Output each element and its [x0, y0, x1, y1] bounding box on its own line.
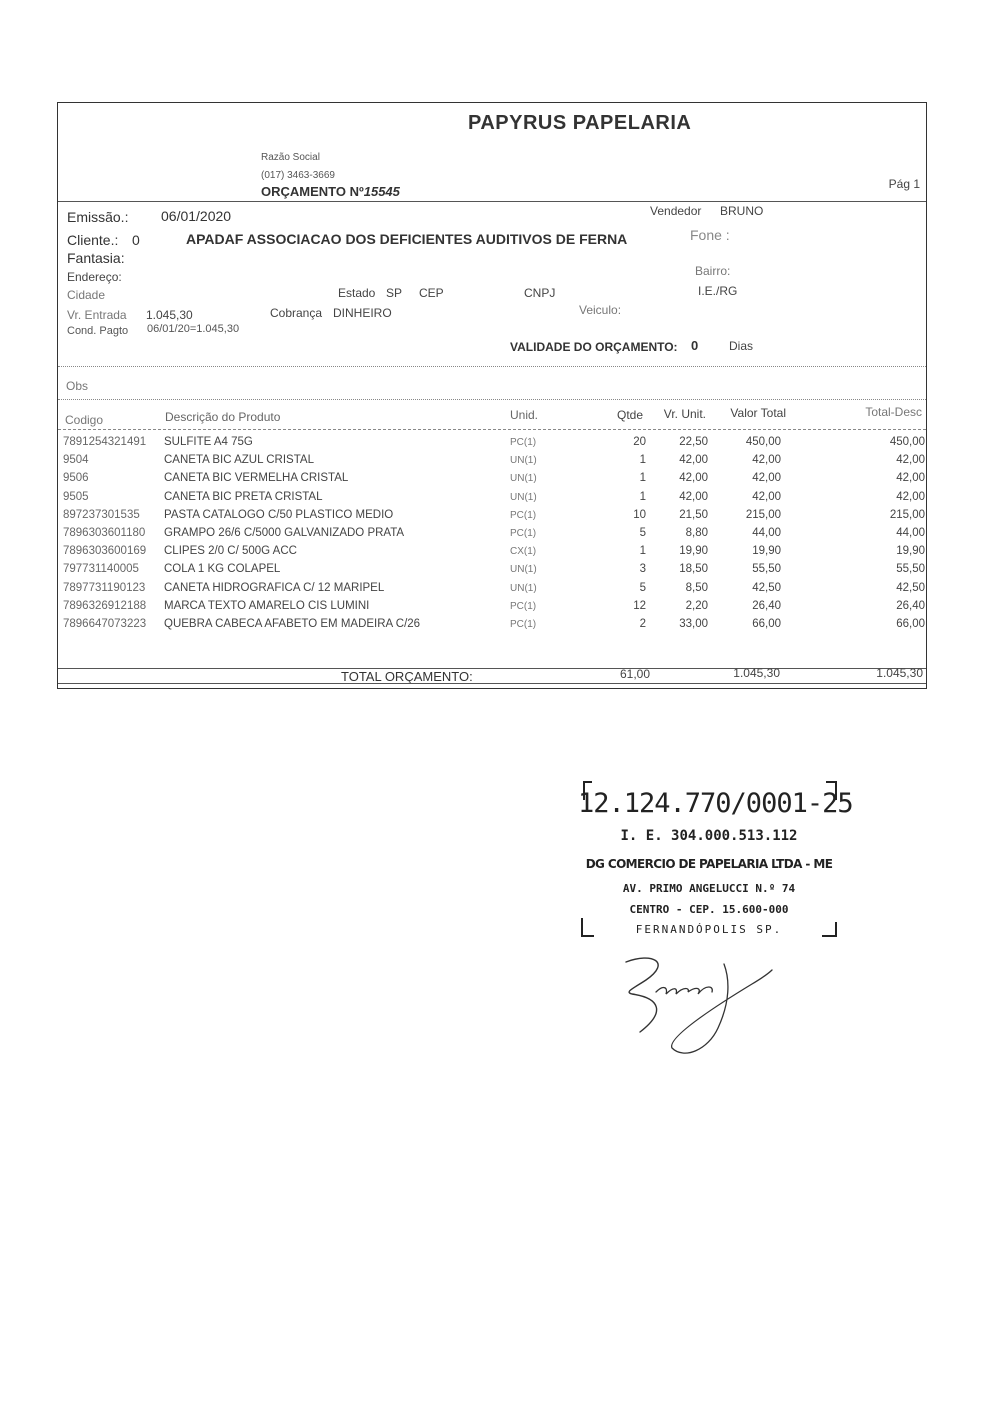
item-unit: UN(1)	[510, 491, 537, 503]
estado-value: SP	[386, 286, 403, 300]
veiculo-label: Veiculo:	[579, 303, 622, 317]
item-unit-price: 33,00	[679, 618, 708, 630]
company-stamp	[578, 778, 853, 940]
phone-number: (017) 3463-3669	[261, 170, 335, 181]
orcamento-number: 15545	[363, 184, 400, 199]
table-row	[58, 454, 928, 472]
item-description: COLA 1 KG COLAPEL	[164, 563, 281, 576]
vendedor-name: BRUNO	[720, 204, 764, 218]
stamp-address: AV. PRIMO ANGELUCCI N.º 74	[622, 882, 796, 895]
col-header-descricao: Descrição do Produto	[165, 410, 281, 424]
stamp-city: FERNANDÓPOLIS SP.	[635, 923, 783, 936]
divider	[58, 668, 926, 669]
item-total: 42,50	[752, 581, 781, 594]
item-unit-price: 2,20	[685, 599, 708, 612]
stamp-company: DG COMERCIO DE PAPELARIA LTDA - ME	[585, 857, 833, 871]
item-qty: 5	[639, 527, 646, 539]
item-total: 450,00	[745, 436, 781, 448]
vendedor-label: Vendedor	[650, 204, 702, 218]
item-total-desc: 215,00	[889, 508, 925, 521]
item-code: 897237301535	[63, 508, 140, 521]
item-unit: UN(1)	[510, 455, 537, 467]
razao-social-label: Razão Social	[261, 152, 320, 163]
item-description: CANETA BIC PRETA CRISTAL	[164, 490, 323, 503]
item-code: 7891254321491	[63, 436, 147, 448]
item-total: 215,00	[745, 508, 781, 521]
item-total: 42,00	[752, 490, 781, 503]
divider	[58, 399, 926, 400]
cliente-name: APADAF ASSOCIACAO DOS DEFICIENTES AUDITIVOS DE FERNA	[186, 231, 628, 247]
obs-label: Obs	[66, 379, 89, 393]
orcamento-document	[57, 102, 927, 689]
item-total: 66,00	[752, 618, 781, 630]
item-unit: UN(1)	[510, 564, 537, 576]
stamp-ie: I. E. 304.000.513.112	[620, 828, 798, 844]
ie-rg-label: I.E./RG	[698, 284, 738, 298]
table-row	[58, 545, 928, 563]
item-description: GRAMPO 26/6 C/5000 GALVANIZADO PRATA	[164, 527, 405, 539]
item-unit: CX(1)	[510, 546, 537, 558]
item-total-desc: 450,00	[889, 436, 925, 448]
item-unit-price: 42,00	[679, 454, 708, 467]
total-valor: 1.045,30	[733, 666, 780, 680]
item-unit-price: 42,00	[679, 490, 708, 503]
total-orcamento-label: TOTAL ORÇAMENTO:	[341, 669, 473, 684]
divider	[58, 429, 926, 430]
item-total-desc: 26,40	[896, 599, 925, 612]
signature	[612, 948, 782, 1073]
item-total-desc: 44,00	[896, 527, 925, 539]
item-unit: UN(1)	[510, 582, 537, 594]
cobranca-label: Cobrança	[270, 306, 323, 320]
col-header-total-desc: Total-Desc	[865, 405, 922, 419]
item-code: 7897731190123	[63, 581, 146, 594]
cnpj-label: CNPJ	[524, 286, 556, 300]
dias-label: Dias	[729, 339, 754, 353]
item-description: SULFITE A4 75G	[164, 436, 253, 448]
item-total-desc: 42,00	[896, 472, 925, 485]
cep-label: CEP	[419, 286, 444, 300]
item-total-desc: 55,50	[896, 563, 925, 576]
item-unit-price: 18,50	[679, 563, 708, 576]
item-unit-price: 21,50	[679, 508, 708, 521]
item-qty: 10	[633, 508, 646, 521]
item-description: CLIPES 2/0 C/ 500G ACC	[164, 545, 297, 558]
item-total: 55,50	[752, 563, 781, 576]
item-qty: 1	[639, 472, 646, 485]
cond-pagto-value: 06/01/20=1.045,30	[147, 323, 240, 335]
item-unit: PC(1)	[510, 600, 537, 612]
bairro-label: Bairro:	[695, 264, 731, 278]
page-number: Pág 1	[888, 177, 920, 191]
vr-entrada-value: 1.045,30	[146, 308, 193, 322]
item-total: 42,00	[752, 454, 781, 467]
estado-label: Estado	[338, 286, 376, 300]
item-qty: 1	[639, 490, 646, 503]
cond-pagto-label: Cond. Pagto	[67, 325, 129, 337]
cliente-code: 0	[132, 232, 140, 248]
item-unit: PC(1)	[510, 528, 537, 539]
item-unit-price: 8,80	[685, 527, 708, 539]
item-qty: 2	[639, 618, 646, 630]
item-unit: PC(1)	[510, 437, 537, 448]
item-code: 7896326912188	[63, 599, 147, 612]
emissao-label: Emissão.:	[67, 209, 129, 225]
vr-entrada-label: Vr. Entrada	[67, 308, 127, 322]
item-description: CANETA BIC AZUL CRISTAL	[164, 454, 314, 467]
item-total-desc: 42,00	[896, 490, 925, 503]
item-unit: PC(1)	[510, 619, 537, 630]
item-unit: UN(1)	[510, 473, 537, 485]
item-total-desc: 66,00	[896, 618, 925, 630]
table-row	[58, 472, 928, 490]
item-qty: 12	[633, 599, 646, 612]
item-qty: 1	[639, 454, 646, 467]
item-code: 7896303601180	[63, 527, 146, 539]
item-unit-price: 42,00	[679, 472, 708, 485]
total-qtde: 61,00	[619, 667, 650, 681]
item-code: 9505	[63, 490, 89, 503]
col-header-vtotal: Valor Total	[730, 406, 786, 420]
col-header-codigo: Codigo	[65, 413, 104, 427]
item-description: CANETA BIC VERMELHA CRISTAL	[164, 472, 349, 485]
item-total: 19,90	[752, 545, 781, 558]
total-desc: 1.045,30	[876, 666, 923, 680]
company-name: PAPYRUS PAPELARIA	[468, 112, 692, 134]
item-code: 9506	[63, 472, 89, 485]
orcamento-title	[261, 184, 400, 199]
divider	[58, 201, 926, 202]
table-row	[58, 582, 928, 600]
stamp-cnpj: 12.124.770/0001-25	[578, 788, 853, 819]
table-row	[58, 618, 928, 636]
emissao-date: 06/01/2020	[161, 208, 232, 224]
item-code: 7896303600169	[63, 545, 147, 558]
item-total-desc: 42,50	[896, 581, 925, 594]
item-code: 7896647073223	[63, 618, 147, 630]
item-total-desc: 19,90	[896, 545, 925, 558]
item-unit-price: 19,90	[679, 545, 708, 558]
item-qty: 1	[639, 545, 646, 558]
cobranca-value: DINHEIRO	[333, 306, 392, 320]
col-header-unid: Unid.	[510, 408, 539, 422]
table-row	[58, 527, 928, 545]
item-qty: 3	[639, 563, 646, 576]
item-description: MARCA TEXTO AMARELO CIS LUMINI	[164, 599, 370, 612]
divider	[58, 366, 926, 367]
item-total: 26,40	[752, 599, 781, 612]
item-total-desc: 42,00	[896, 454, 925, 467]
item-unit-price: 22,50	[679, 436, 708, 448]
validade-value: 0	[691, 338, 699, 353]
stamp-cep: CENTRO - CEP. 15.600-000	[629, 903, 789, 916]
cidade-label: Cidade	[67, 288, 106, 302]
col-header-qtde: Qtde	[616, 408, 643, 422]
item-unit: PC(1)	[510, 509, 537, 521]
table-row	[58, 563, 928, 581]
item-unit-price: 8,50	[685, 581, 708, 594]
cliente-label: Cliente.:	[67, 232, 119, 248]
item-qty: 5	[639, 581, 646, 594]
endereco-label: Endereço:	[67, 270, 122, 284]
item-description: CANETA HIDROGRAFICA C/ 12 MARIPEL	[164, 581, 385, 594]
table-row	[58, 436, 928, 454]
fantasia-label: Fantasia:	[67, 250, 125, 266]
item-code: 797731140005	[63, 563, 139, 576]
divider	[58, 683, 926, 684]
item-code: 9504	[63, 454, 89, 467]
table-row	[58, 509, 928, 527]
item-qty: 20	[633, 436, 646, 448]
col-header-vunit: Vr. Unit.	[663, 407, 706, 421]
validade-label: VALIDADE DO ORÇAMENTO:	[510, 340, 678, 354]
item-description: PASTA CATALOGO C/50 PLASTICO MEDIO	[164, 508, 394, 521]
table-row	[58, 491, 928, 509]
item-total: 42,00	[752, 472, 781, 485]
table-row	[58, 600, 928, 618]
item-total: 44,00	[752, 527, 781, 539]
fone-label: Fone :	[690, 227, 730, 243]
item-description: QUEBRA CABECA AFABETO EM MADEIRA C/26	[164, 618, 421, 630]
orcamento-label: ORÇAMENTO Nº	[261, 184, 364, 199]
